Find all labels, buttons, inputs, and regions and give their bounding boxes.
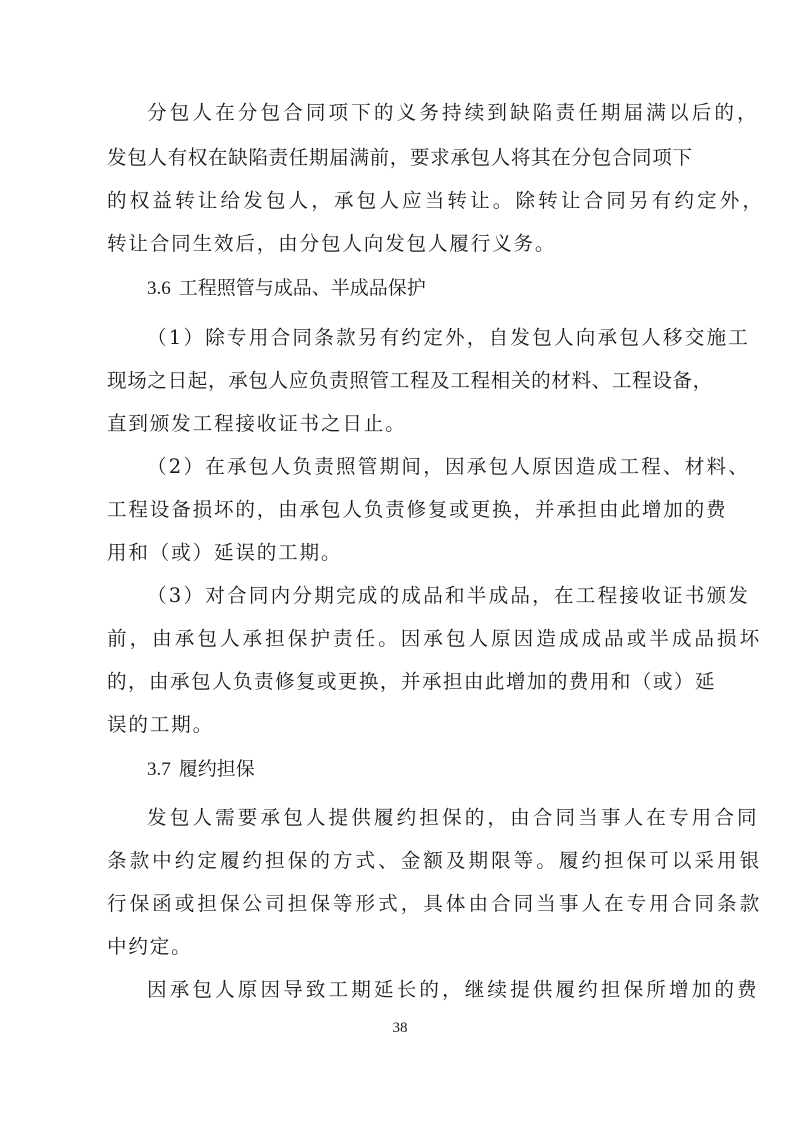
body-line: 转让合同生效后，由分包人向发包人履行义务。 bbox=[107, 232, 557, 255]
body-line: 分包人在分包合同项下的义务持续到缺陷责任期届满以后的， bbox=[147, 101, 760, 124]
body-line: 中约定。 bbox=[107, 935, 193, 958]
body-line: 条款中约定履约担保的方式、金额及期限等。履约担保可以采用银 bbox=[107, 849, 763, 872]
body-line: （1）除专用合同条款另有约定外，自发包人向承包人移交施工 bbox=[147, 326, 751, 349]
body-line: 的权益转让给发包人，承包人应当转让。除转让合同另有约定外， bbox=[107, 189, 766, 212]
section-title: 履约担保 bbox=[178, 758, 255, 780]
body-line: 工程设备损坏的，由承包人负责修复或更换，并承担由此增加的费 bbox=[107, 498, 728, 521]
body-line: 直到颁发工程接收证书之日止。 bbox=[107, 412, 407, 435]
body-line: 因承包人原因导致工期延长的，继续提供履约担保所增加的费 bbox=[147, 978, 760, 1001]
section-number: 3.6 bbox=[147, 278, 171, 299]
section-heading bbox=[147, 276, 426, 301]
body-line: （2）在承包人负责照管期间，因承包人原因造成工程、材料、 bbox=[147, 455, 751, 478]
section-number: 3.7 bbox=[147, 759, 171, 780]
page-number: 38 bbox=[392, 1020, 408, 1036]
section-title: 工程照管与成品、半成品保护 bbox=[178, 277, 426, 299]
body-line: 用和（或）延误的工期。 bbox=[107, 541, 343, 564]
body-line: 发包人需要承包人提供履约担保的，由合同当事人在专用合同 bbox=[147, 806, 760, 829]
body-line: 发包人有权在缺陷责任期届满前，要求承包人将其在分包合同项下 bbox=[107, 146, 693, 169]
body-line: 行保函或担保公司担保等形式，具体由合同当事人在专用合同条款 bbox=[107, 892, 763, 915]
body-line: （3）对合同内分期完成的成品和半成品，在工程接收证书颁发 bbox=[147, 584, 751, 607]
body-line: 前，由承包人承担保护责任。因承包人原因造成成品或半成品损坏 bbox=[107, 627, 763, 650]
body-line: 现场之日起，承包人应负责照管工程及工程相关的材料、工程设备， bbox=[107, 369, 713, 392]
body-line: 误的工期。 bbox=[107, 713, 214, 736]
section-heading bbox=[147, 757, 255, 782]
body-line: 的，由承包人负责修复或更换，并承担由此增加的费用和（或）延 bbox=[107, 670, 716, 693]
